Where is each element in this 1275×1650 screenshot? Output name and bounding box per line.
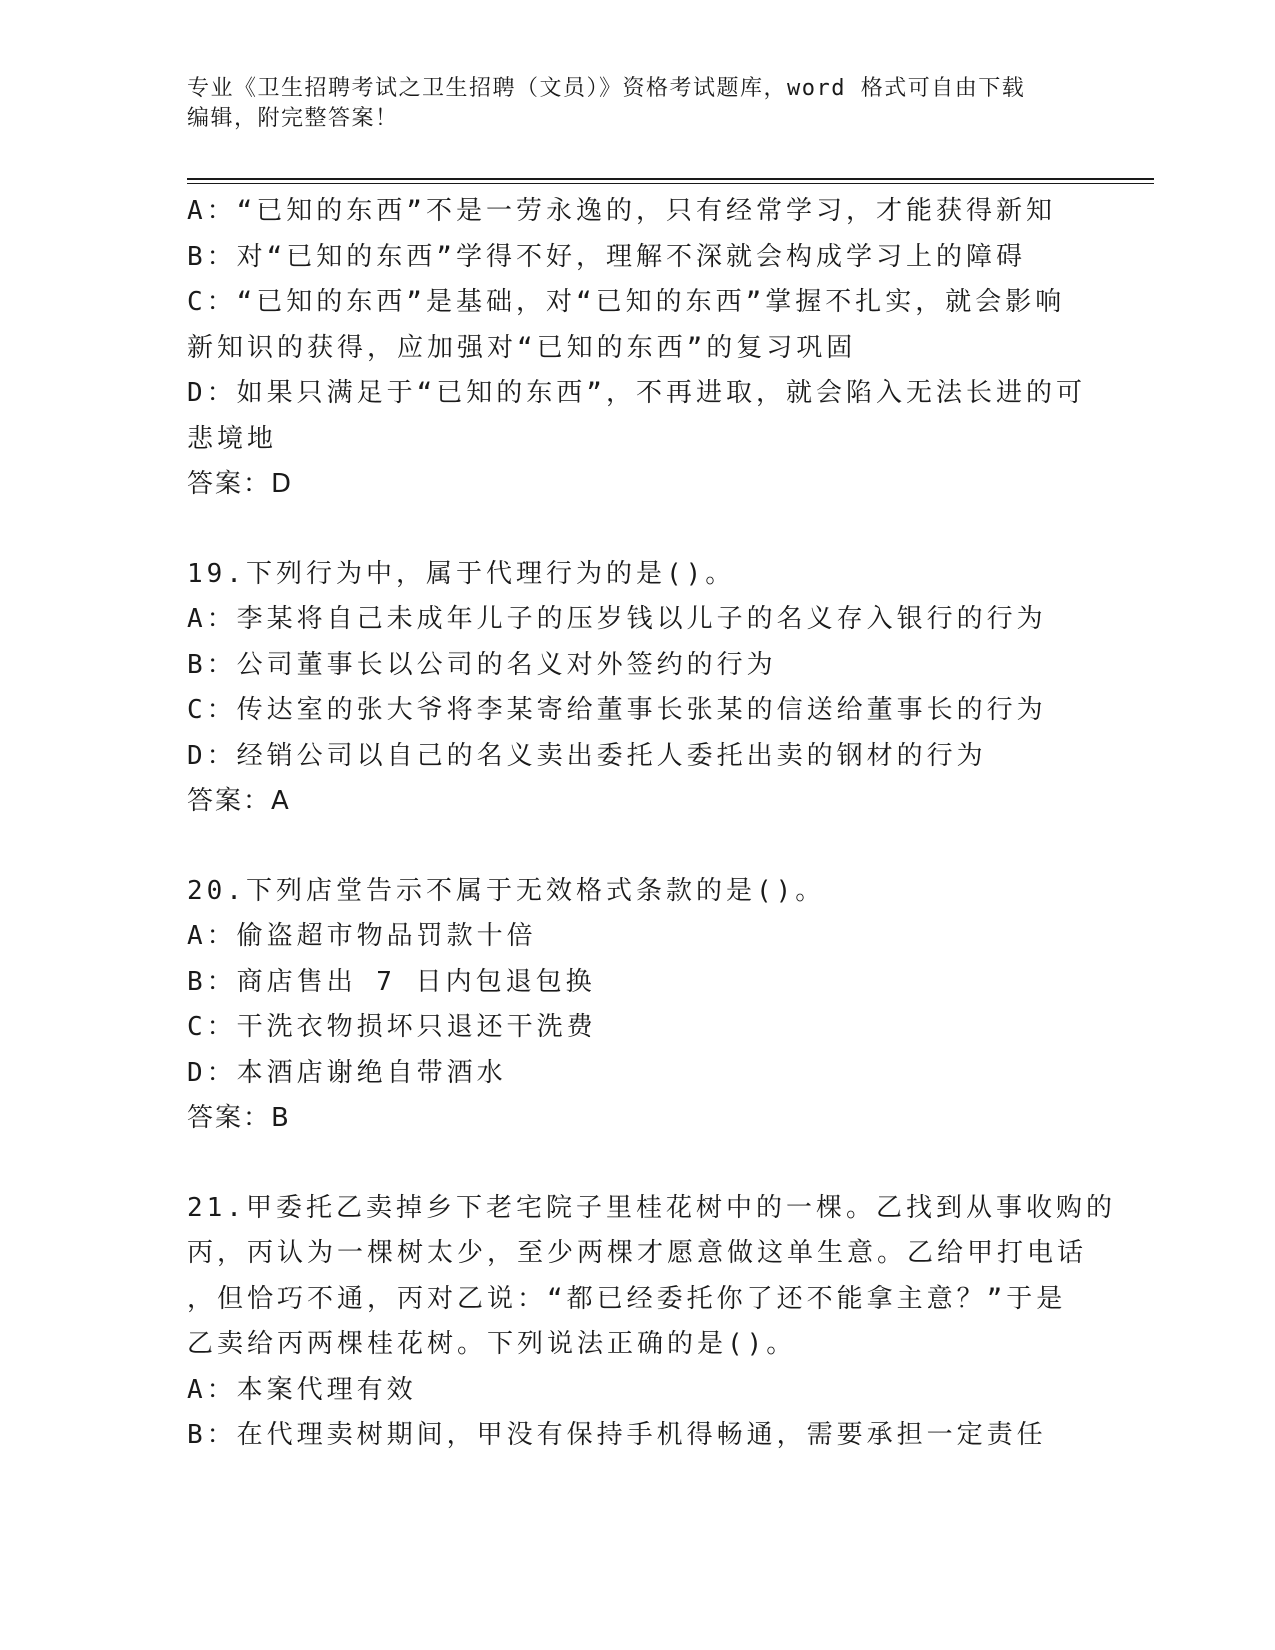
- spacer: [187, 825, 1087, 869]
- question-text: 19.下列行为中，属于代理行为的是()。: [187, 558, 736, 589]
- option-b: B：公司董事长以公司的名义对外签约的行为: [187, 649, 777, 680]
- option-b: B：在代理卖树期间，甲没有保持手机得畅通，需要承担一定责任: [187, 1420, 1047, 1450]
- question-text-continued: 乙卖给丙两棵桂花树。下列说法正确的是()。: [187, 1329, 797, 1359]
- option-c: C：干洗衣物损坏只退还干洗费: [187, 1012, 597, 1042]
- option-a: A：李某将自己未成年儿子的压岁钱以儿子的名义存入银行的行为: [187, 604, 1047, 634]
- option-c-continued: 新知识的获得，应加强对“已知的东西”的复习巩固: [187, 332, 857, 363]
- question-text-continued: 丙，丙认为一棵树太少，至少两棵才愿意做这单生意。乙给甲打电话: [187, 1238, 1088, 1268]
- option-d: D：本酒店谢绝自带酒水: [187, 1057, 507, 1088]
- header-divider-thin: [187, 183, 1154, 184]
- option-a: A：“已知的东西”不是一劳永逸的，只有经常学习，才能获得新知: [187, 196, 1056, 226]
- answer: 答案：B: [187, 1103, 291, 1133]
- option-b: B：对“已知的东西”学得不好，理解不深就会构成学习上的障碍: [187, 241, 1026, 272]
- option-a: A：本案代理有效: [187, 1374, 417, 1405]
- document-header: [187, 74, 1087, 134]
- header-title-line-1: 专业《卫生招聘考试之卫生招聘（文员）》资格考试题库，word 格式可自由下载: [187, 76, 1026, 101]
- answer: 答案：D: [187, 469, 294, 499]
- option-c: C：“已知的东西”是基础，对“已知的东西”掌握不扎实，就会影响: [187, 287, 1066, 317]
- question-19-block: [187, 552, 1087, 825]
- question-text: 20.下列店堂告示不属于无效格式条款的是()。: [187, 875, 826, 906]
- question-20-block: [187, 869, 1087, 1142]
- question-18-block: [187, 189, 1087, 508]
- option-d-continued: 悲境地: [187, 423, 278, 454]
- option-d: D：经销公司以自己的名义卖出委托人委托出卖的钢材的行为: [187, 740, 987, 771]
- question-text: 21.甲委托乙卖掉乡下老宅院子里桂花树中的一棵。乙找到从事收购的: [187, 1192, 1116, 1223]
- document-content: [187, 189, 1116, 1459]
- header-title-line-2: 编辑，附完整答案！: [187, 106, 399, 131]
- spacer: [187, 1142, 1087, 1186]
- question-21-block: [187, 1186, 1116, 1459]
- spacer: [187, 508, 1087, 552]
- option-a: A：偷盗超市物品罚款十倍: [187, 921, 537, 951]
- option-d: D：如果只满足于“已知的东西”，不再进取，就会陷入无法长进的可: [187, 378, 1086, 408]
- option-c: C：传达室的张大爷将李某寄给董事长张某的信送给董事长的行为: [187, 695, 1047, 725]
- question-text-continued: ，但恰巧不通，丙对乙说：“都已经委托你了还不能拿主意？”于是: [187, 1283, 1067, 1314]
- answer: 答案：A: [187, 786, 291, 816]
- header-divider-thick: [187, 178, 1154, 180]
- option-b: B：商店售出 7 日内包退包换: [187, 966, 596, 997]
